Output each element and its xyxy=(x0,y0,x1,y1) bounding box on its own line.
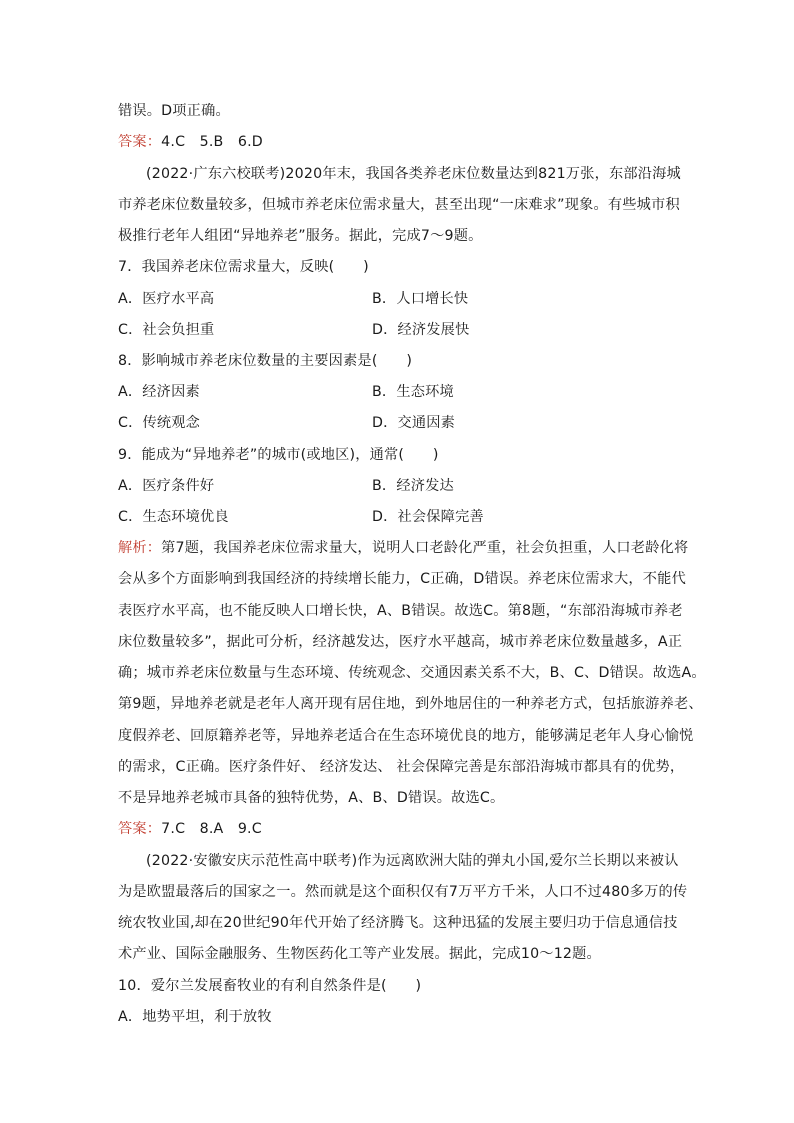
answer-value: 4.C 5.B 6.D xyxy=(161,134,263,150)
analysis-line-8: 的需求，C正确。医疗条件好、 经济发达、 社会保障完善是东部沿海城市都具有的优势， xyxy=(118,759,685,775)
q7-option-d: D．经济发展快 xyxy=(372,322,470,338)
passage2-line-1: (2022·安徽安庆示范性高中联考)作为远离欧洲大陆的弹丸小国,爱尔兰长期以来被认 xyxy=(146,853,679,869)
answer-label: 答案： xyxy=(118,821,162,837)
q7-option-a: A．医疗水平高 xyxy=(118,291,215,307)
analysis-line-3: 表医疗水平高，也不能反映人口增长快，A、B错误。故选C。第8题，“东部沿海城市养老 xyxy=(118,603,683,619)
q8-option-b: B．生态环境 xyxy=(372,384,454,400)
q9-stem: 9．能成为“异地养老”的城市(或地区)，通常( ) xyxy=(118,447,439,463)
intro-tail: 错误。D项正确。 xyxy=(118,103,230,119)
q10-stem: 10．爱尔兰发展畜牧业的有利自然条件是( ) xyxy=(118,978,422,994)
analysis-line-7: 度假养老、回原籍养老等，异地养老适合在生态环境优良的地方，能够满足老年人身心愉悦 xyxy=(118,728,694,744)
analysis-line-4: 床位数量较多”，据此可分析，经济越发达，医疗水平越高，城市养老床位数量越多，A正 xyxy=(118,634,683,650)
q8-option-d: D．交通因素 xyxy=(372,415,456,431)
q9-option-d: D．社会保障完善 xyxy=(372,509,484,525)
answer-value: 7.C 8.A 9.C xyxy=(161,821,262,837)
analysis-line-5: 确；城市养老床位数量与生态环境、传统观念、交通因素关系不大，B、C、D错误。故选A。 xyxy=(118,665,706,681)
analysis-line-1 xyxy=(118,538,718,558)
q10-option-a: A．地势平坦，利于放牧 xyxy=(118,1009,272,1025)
analysis-label: 解析： xyxy=(118,540,162,556)
q8-option-c: C．传统观念 xyxy=(118,415,201,431)
passage1-line-1: (2022·广东六校联考)2020年末，我国各类养老床位数量达到821万张，东部沿海城 xyxy=(146,166,681,182)
q7-option-c: C．社会负担重 xyxy=(118,322,215,338)
q9-option-a: A．医疗条件好 xyxy=(118,478,215,494)
answer-line-4-6 xyxy=(118,132,718,152)
answer-line-7-9 xyxy=(118,819,718,839)
answer-label: 答案： xyxy=(118,134,162,150)
passage2-line-4: 术产业、国际金融服务、生物医药化工等产业发展。据此，完成10～12题。 xyxy=(118,946,601,962)
passage2-line-2: 为是欧盟最落后的国家之一。然而就是这个面积仅有7万平方千米，人口不过480多万的传 xyxy=(118,884,688,900)
q7-stem: 7．我国养老床位需求量大，反映( ) xyxy=(118,259,369,275)
analysis-line-9: 不是异地养老城市具备的独特优势，A、B、D错误。故选C。 xyxy=(118,790,505,806)
analysis-line-2: 会从多个方面影响到我国经济的持续增长能力，C正确，D错误。养老床位需求大，不能代 xyxy=(118,571,686,587)
q9-option-b: B．经济发达 xyxy=(372,478,454,494)
q8-option-a: A．经济因素 xyxy=(118,384,200,400)
passage1-line-2: 市养老床位数量较多，但城市养老床位需求量大，甚至出现“一床难求”现象。有些城市积 xyxy=(118,197,680,213)
q9-option-c: C．生态环境优良 xyxy=(118,509,229,525)
analysis-line-6: 第9题，异地养老就是老年人离开现有居住地，到外地居住的一种养老方式，包括旅游养老、 xyxy=(118,696,703,712)
q8-stem: 8．影响城市养老床位数量的主要因素是( ) xyxy=(118,353,413,369)
q7-option-b: B．人口增长快 xyxy=(372,291,469,307)
analysis-text-1: 第7题，我国养老床位需求量大，说明人口老龄化严重，社会负担重，人口老龄化将 xyxy=(161,540,689,556)
passage2-line-3: 统农牧业国,却在20世纪90年代开始了经济腾飞。这种迅猛的发展主要归功于信息通信技 xyxy=(118,915,678,931)
passage1-line-3: 极推行老年人组团“异地养老”服务。据此，完成7～9题。 xyxy=(118,228,483,244)
